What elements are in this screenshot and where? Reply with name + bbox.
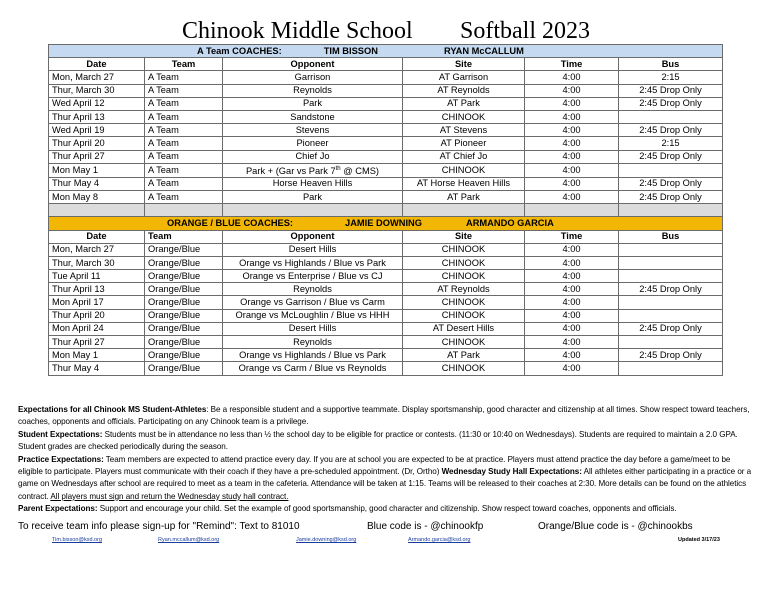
cell-time: 4:00 <box>525 124 619 137</box>
cell-time: 4:00 <box>525 256 619 269</box>
cell-date: Thur May 4 <box>49 362 145 375</box>
cell-team: Orange/Blue <box>145 283 223 296</box>
header-bus: Bus <box>619 58 723 71</box>
blue-code-text: Blue code is - @chinookfp <box>367 521 484 532</box>
cell-time: 4:00 <box>525 190 619 203</box>
email-link-garcia[interactable]: Armando.garcia@ksd.org <box>408 537 471 543</box>
cell-date: Thur, March 30 <box>49 256 145 269</box>
parent-label: Parent Expectations: <box>18 504 98 514</box>
cell-time: 4:00 <box>525 97 619 110</box>
cell-date: Mon, March 27 <box>49 71 145 84</box>
cell-site: CHINOOK <box>403 362 525 375</box>
cell-date: Mon, March 27 <box>49 243 145 256</box>
cell-team: Orange/Blue <box>145 309 223 322</box>
header-time: Time <box>525 230 619 243</box>
cell-team: Orange/Blue <box>145 349 223 362</box>
ob-header-row <box>49 230 723 243</box>
cell-date: Wed April 19 <box>49 124 145 137</box>
a-game-row <box>49 84 723 97</box>
cell-site: AT Horse Heaven Hills <box>403 177 525 190</box>
a-game-row <box>49 97 723 110</box>
wednesday-contract-note: All players must sign and return the Wednesday study hall contract. <box>50 491 289 501</box>
cell-team: A Team <box>145 110 223 123</box>
cell-site: CHINOOK <box>403 163 525 177</box>
cell-date: Mon May 1 <box>49 163 145 177</box>
cell-date: Thur April 20 <box>49 137 145 150</box>
ob-coaches-label: ORANGE / BLUE COACHES: <box>167 217 294 228</box>
remind-signup-text: To receive team info please sign-up for "Remind": Text to 81010 <box>18 521 300 532</box>
cell-opponent: Garrison <box>223 71 403 84</box>
cell-bus <box>619 336 723 349</box>
cell-site: CHINOOK <box>403 309 525 322</box>
cell-opponent: Park + (Gar vs Park 7th @ CMS) <box>223 163 403 177</box>
ob-game-row <box>49 336 723 349</box>
ob-game-row <box>49 349 723 362</box>
cell-opponent: Orange vs Highlands / Blue vs Park <box>223 349 403 362</box>
cell-team: Orange/Blue <box>145 243 223 256</box>
cell-time: 4:00 <box>525 177 619 190</box>
expectations-notes <box>18 404 753 516</box>
cell-time: 4:00 <box>525 270 619 283</box>
cell-bus <box>619 362 723 375</box>
cell-bus: 2:45 Drop Only <box>619 283 723 296</box>
a-game-row <box>49 177 723 190</box>
cell-bus: 2:45 Drop Only <box>619 84 723 97</box>
cell-opponent: Desert Hills <box>223 322 403 335</box>
cell-time: 4:00 <box>525 322 619 335</box>
cell-site: AT Park <box>403 190 525 203</box>
cell-site: AT Park <box>403 349 525 362</box>
cell-bus: 2:45 Drop Only <box>619 177 723 190</box>
cell-date: Mon April 17 <box>49 296 145 309</box>
student-label: Student Expectations: <box>18 429 103 439</box>
separator <box>49 204 723 217</box>
cell-time: 4:00 <box>525 336 619 349</box>
header-opponent: Opponent <box>223 230 403 243</box>
cell-site: CHINOOK <box>403 256 525 269</box>
cell-date: Thur April 20 <box>49 309 145 322</box>
ob-game-row <box>49 322 723 335</box>
ob-game-row <box>49 362 723 375</box>
cell-site: CHINOOK <box>403 270 525 283</box>
cell-team: Orange/Blue <box>145 296 223 309</box>
cell-time: 4:00 <box>525 163 619 177</box>
cell-team: Orange/Blue <box>145 322 223 335</box>
cell-time: 4:00 <box>525 243 619 256</box>
cell-opponent: Stevens <box>223 124 403 137</box>
cell-date: Mon May 8 <box>49 190 145 203</box>
a-game-row <box>49 110 723 123</box>
athletes-label: Expectations for all Chinook MS Student-Athletes <box>18 405 207 414</box>
cell-site: AT Pioneer <box>403 137 525 150</box>
header-site: Site <box>403 58 525 71</box>
cell-date: Tue April 11 <box>49 270 145 283</box>
cell-opponent: Orange vs McLoughlin / Blue vs HHH <box>223 309 403 322</box>
a-team-coach-1: TIM BISSON <box>323 45 378 56</box>
cell-time: 4:00 <box>525 71 619 84</box>
cell-time: 4:00 <box>525 84 619 97</box>
a-game-row <box>49 137 723 150</box>
cell-date: Mon April 24 <box>49 322 145 335</box>
cell-bus <box>619 309 723 322</box>
header-site: Site <box>403 230 525 243</box>
cell-time: 4:00 <box>525 150 619 163</box>
updated-date: Updated 3/17/23 <box>678 537 720 543</box>
a-game-row <box>49 124 723 137</box>
cell-site: AT Reynolds <box>403 84 525 97</box>
cell-opponent: Reynolds <box>223 336 403 349</box>
cell-bus: 2:45 Drop Only <box>619 190 723 203</box>
cell-team: A Team <box>145 137 223 150</box>
email-link-downing[interactable]: Jamie.downing@ksd.org <box>296 537 357 543</box>
parent-expectations <box>18 503 753 515</box>
ob-game-row <box>49 283 723 296</box>
cell-team: A Team <box>145 177 223 190</box>
cell-date: Thur May 4 <box>49 177 145 190</box>
cell-site: AT Desert Hills <box>403 322 525 335</box>
cell-opponent: Orange vs Garrison / Blue vs Carm <box>223 296 403 309</box>
cell-time: 4:00 <box>525 137 619 150</box>
cell-bus: 2:15 <box>619 137 723 150</box>
cell-opponent: Orange vs Enterprise / Blue vs CJ <box>223 270 403 283</box>
cell-team: Orange/Blue <box>145 362 223 375</box>
header-time: Time <box>525 58 619 71</box>
cell-team: A Team <box>145 71 223 84</box>
cell-site: AT Garrison <box>403 71 525 84</box>
ob-game-row <box>49 243 723 256</box>
cell-time: 4:00 <box>525 309 619 322</box>
cell-opponent: Park <box>223 190 403 203</box>
a-game-row <box>49 150 723 163</box>
cell-bus: 2:45 Drop Only <box>619 124 723 137</box>
a-team-coaches-row <box>49 45 723 58</box>
orange-blue-section <box>49 217 723 375</box>
cell-site: CHINOOK <box>403 336 525 349</box>
student-text: Students must be in attendance no less than ½ the school day to be eligible for practice or contests. (11:30 or 10:40 on Wednesdays). Students are required to maintain a 2.0 GPA. Student grades are checked periodically during the season. <box>18 429 738 452</box>
cell-bus: 2:15 <box>619 71 723 84</box>
cell-opponent: Reynolds <box>223 84 403 97</box>
cell-date: Thur April 27 <box>49 336 145 349</box>
cell-date: Thur April 13 <box>49 110 145 123</box>
athlete-expectations <box>18 404 753 429</box>
season-title: Softball 2023 <box>460 18 590 44</box>
separator-row <box>49 204 723 217</box>
ob-game-row <box>49 256 723 269</box>
header-team: Team <box>145 58 223 71</box>
cell-opponent: Reynolds <box>223 283 403 296</box>
header-team: Team <box>145 230 223 243</box>
cell-opponent: Park <box>223 97 403 110</box>
cell-date: Thur April 13 <box>49 283 145 296</box>
cell-site: AT Chief Jo <box>403 150 525 163</box>
cell-bus <box>619 296 723 309</box>
wednesday-text: All athletes either participating in a practice or a game on Wednesdays after school are required to meet as a team in the cafeteria. Attendance will be taken at 1:15. Teams will be released to their coaches at 2:30. More details can be found on the athletics contract. <box>18 467 752 501</box>
cell-bus <box>619 163 723 177</box>
practice-text: Team members are expected to attend practice every day. If you are at school you are expected to be at practice. Players must attend practice the day before a game/meet to be eligible to participate. Players must communicate with their coach if they have a pre-scheduled appointment. (Dr, Ortho) <box>18 454 731 477</box>
ob-coach-1: JAMIE DOWNING <box>345 217 422 228</box>
cell-time: 4:00 <box>525 362 619 375</box>
cell-date: Thur April 27 <box>49 150 145 163</box>
school-name: Chinook Middle School <box>182 18 413 44</box>
ob-coach-2: ARMANDO GARCIA <box>466 217 554 228</box>
header-date: Date <box>49 230 145 243</box>
cell-team: A Team <box>145 97 223 110</box>
cell-team: A Team <box>145 124 223 137</box>
cell-bus <box>619 256 723 269</box>
cell-team: Orange/Blue <box>145 270 223 283</box>
cell-site: CHINOOK <box>403 243 525 256</box>
cell-site: CHINOOK <box>403 296 525 309</box>
practice-label: Practice Expectations: <box>18 454 104 464</box>
orange-blue-code-text: Orange/Blue code is - @chinookbs <box>538 521 693 532</box>
cell-site: AT Stevens <box>403 124 525 137</box>
cell-time: 4:00 <box>525 296 619 309</box>
a-team-coach-2: RYAN McCALLUM <box>443 45 524 56</box>
cell-opponent: Sandstone <box>223 110 403 123</box>
cell-opponent: Desert Hills <box>223 243 403 256</box>
cell-time: 4:00 <box>525 283 619 296</box>
cell-site: AT Park <box>403 97 525 110</box>
cell-date: Thur, March 30 <box>49 84 145 97</box>
a-game-row <box>49 163 723 177</box>
ob-coaches-row <box>49 217 723 230</box>
header-opponent: Opponent <box>223 58 403 71</box>
cell-bus <box>619 270 723 283</box>
cell-team: A Team <box>145 163 223 177</box>
ob-game-row <box>49 309 723 322</box>
cell-opponent: Chief Jo <box>223 150 403 163</box>
ob-game-row <box>49 296 723 309</box>
cell-team: A Team <box>145 190 223 203</box>
a-team-header-row <box>49 58 723 71</box>
student-expectations <box>18 429 753 454</box>
parent-text: Support and encourage your child. Set the example of good sportsmanship, good character and citizenship. Show respect toward coaches, opponents and officials. <box>97 504 677 514</box>
cell-bus <box>619 243 723 256</box>
cell-team: A Team <box>145 84 223 97</box>
cell-opponent: Orange vs Carm / Blue vs Reynolds <box>223 362 403 375</box>
cell-opponent: Orange vs Highlands / Blue vs Park <box>223 256 403 269</box>
cell-bus: 2:45 Drop Only <box>619 349 723 362</box>
cell-bus: 2:45 Drop Only <box>619 150 723 163</box>
header-bus: Bus <box>619 230 723 243</box>
cell-time: 4:00 <box>525 349 619 362</box>
cell-team: Orange/Blue <box>145 256 223 269</box>
cell-site: AT Reynolds <box>403 283 525 296</box>
cell-date: Wed April 12 <box>49 97 145 110</box>
a-game-row <box>49 190 723 203</box>
email-link-bisson[interactable]: Tim.bisson@ksd.org <box>52 537 103 543</box>
cell-opponent: Pioneer <box>223 137 403 150</box>
cell-date: Mon May 1 <box>49 349 145 362</box>
wednesday-label: Wednesday Study Hall Expectations: <box>441 467 582 477</box>
ob-game-row <box>49 270 723 283</box>
cell-team: Orange/Blue <box>145 336 223 349</box>
a-team-section <box>49 45 723 204</box>
cell-bus: 2:45 Drop Only <box>619 97 723 110</box>
practice-expectations <box>18 454 753 504</box>
a-team-coaches-label: A Team COACHES: <box>197 45 282 56</box>
cell-time: 4:00 <box>525 110 619 123</box>
schedule-table <box>48 44 723 376</box>
cell-bus <box>619 110 723 123</box>
athletes-text: : Be a responsible student and a supportive teammate. Display sportsmanship, good character and citizenship at all times. Show respect toward teachers, coaches, opponents and officials. Participating on any Chinook team is a privilege. <box>18 405 750 427</box>
cell-opponent: Horse Heaven Hills <box>223 177 403 190</box>
cell-site: CHINOOK <box>403 110 525 123</box>
email-link-mccallum[interactable]: Ryan.mccallum@ksd.org <box>158 537 220 543</box>
cell-bus: 2:45 Drop Only <box>619 322 723 335</box>
a-game-row <box>49 71 723 84</box>
header-date: Date <box>49 58 145 71</box>
cell-team: A Team <box>145 150 223 163</box>
